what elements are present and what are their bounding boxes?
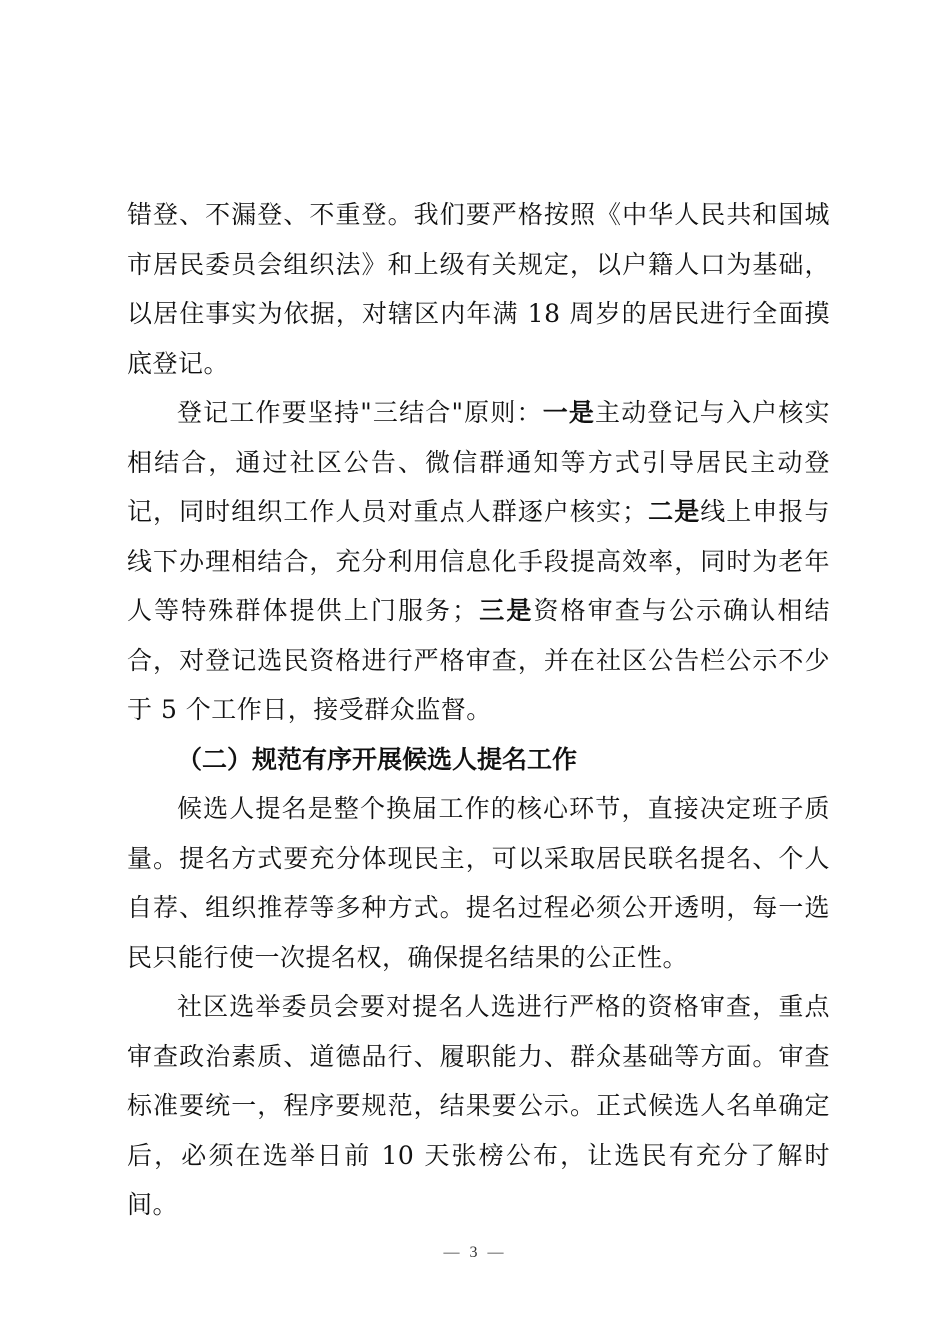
keyword-third: 三是 [477,596,534,625]
point-second-text: 线上申报与线下办理相结合，充分利用信息化手段提高效率，同时为老年人等特殊群体提供上门服务； [127,497,830,625]
paragraph-continuation: 错登、不漏登、不重登。我们要严格按照《中华人民共和国城市居民委员会组织法》和上级有关规定，以户籍人口为基础，以居住事实为依据，对辖区内年满 18 周岁的居民进行全面摸底登记。 [127,200,830,378]
section-heading: （二）规范有序开展候选人提名工作 [177,744,578,774]
page-number: — 3 — [443,1244,507,1261]
body-text [127,190,830,1230]
keyword-first: 一是 [542,398,596,427]
point-first-text: 主动登记与入户核实相结合，通过社区公告、微信群通知等方式引导居民主动登记，同时组织工作人员对重点人群逐户核实； [127,398,830,526]
paragraph-three-combinations [127,388,830,735]
point-third-text: 资格审查与公示确认相结合，对登记选民资格进行严格审查，并在社区公告栏公示不少于 5 个工作日，接受群众监督。 [127,596,830,724]
paragraph-intro: 登记工作要坚持"三结合"原则： [177,398,543,427]
keyword-second: 二是 [647,497,701,526]
paragraph-qualification-review: 社区选举委员会要对提名人选进行严格的资格审查，重点审查政治素质、道德品行、履职能力、群众基础等方面。审查标准要统一，程序要规范，结果要公示。正式候选人名单确定后，必须在选举日前 10 天张榜公布，让选民有充分了解时间。 [127,992,830,1219]
paragraph-nomination: 候选人提名是整个换届工作的核心环节，直接决定班子质量。提名方式要充分体现民主，可以采取居民联名提名、个人自荐、组织推荐等多种方式。提名过程必须公开透明，每一选民只能行使一次提名权，确保提名结果的公正性。 [127,794,830,972]
